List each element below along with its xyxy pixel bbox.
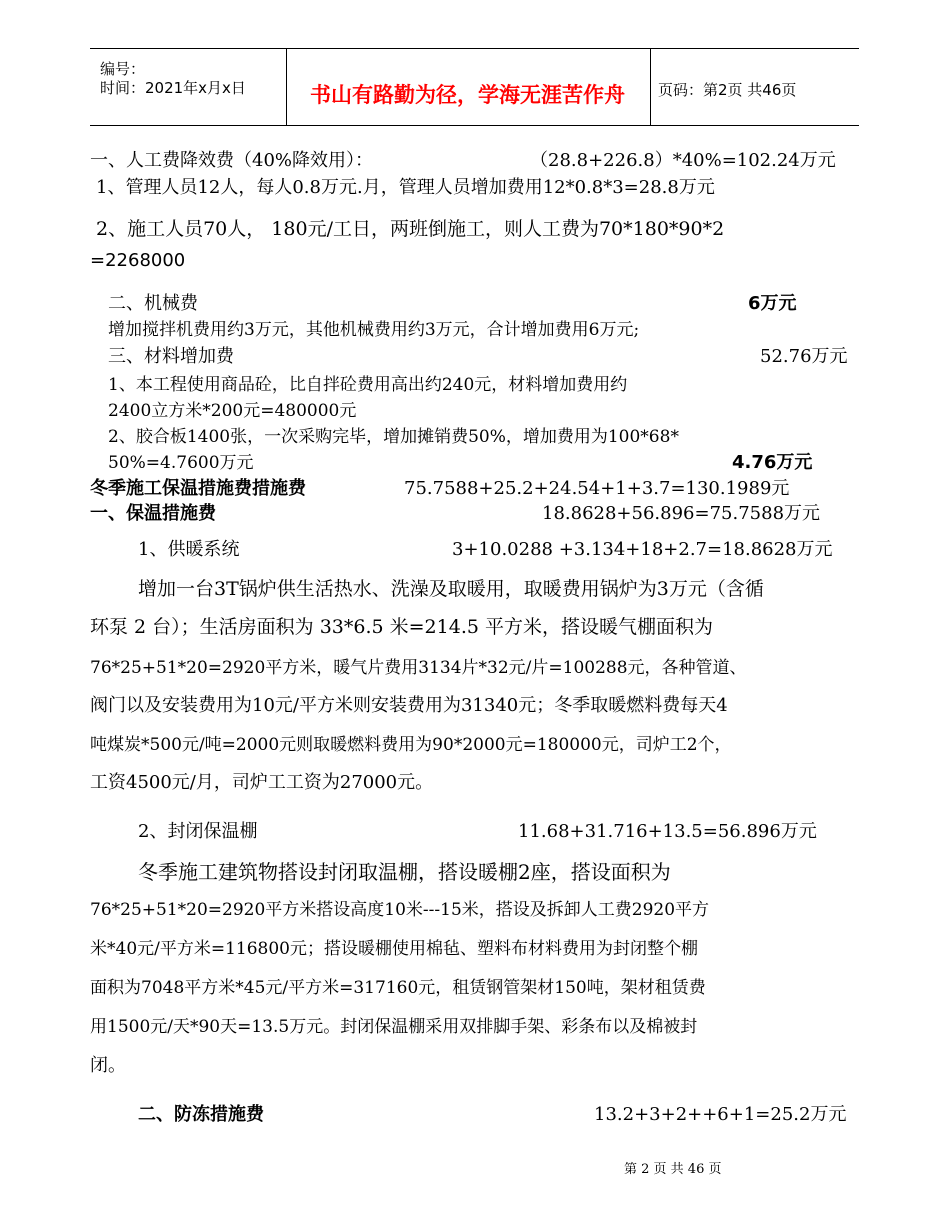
paragraph-line: 增加一台3T锅炉供生活热水、洗澡及取暖用，取暖费用锅炉为3万元（含循 <box>138 578 764 600</box>
section-title-labor: 一、人工费降效费（40%降效用）： <box>90 150 374 171</box>
section-total-materials: 52.76万元 <box>760 346 848 367</box>
section-total-labor: （28.8+226.8）*40%=102.24万元 <box>530 150 836 171</box>
section-title-antifreeze: 二、防冻措施费 <box>138 1104 264 1125</box>
paragraph-line: 吨煤炭*500元/吨=2000元则取暖燃料费用为90*2000元=180000元，司炉工2个， <box>90 735 732 755</box>
number-label: 编号： <box>100 60 146 78</box>
motto-text: 书山有路勤为径，学海无涯苦作舟 <box>310 83 625 107</box>
subsection-total-heating: 3+10.0288 +3.134+18+2.7=18.8628万元 <box>452 539 833 560</box>
paragraph-line: 50%=4.7600万元 <box>108 453 254 473</box>
page-info: 页码：第2页 共46页 <box>658 81 797 99</box>
subsection-enclosure: 2、封闭保温棚 <box>138 821 258 842</box>
paragraph-line: 2400立方米*200元=480000元 <box>108 401 357 421</box>
document-header <box>90 48 859 126</box>
header-divider-right <box>650 49 651 125</box>
paragraph-line: 闭。 <box>90 1055 126 1076</box>
paragraph-line: =2268000 <box>90 250 186 271</box>
subsection-total-enclosure: 11.68+31.716+13.5=56.896万元 <box>518 821 817 842</box>
paragraph-line: 2、施工人员70人， 180元/工日，两班倒施工，则人工费为70*180*90*2 <box>96 218 725 240</box>
header-divider-left <box>286 49 287 125</box>
paragraph-line: 2、胶合板1400张，一次采购完毕，增加摊销费50%，增加费用为100*68* <box>108 427 679 447</box>
paragraph-line: 工资4500元/月，司炉工工资为27000元。 <box>90 772 434 793</box>
paragraph-line: 1、本工程使用商品砼，比自拌砼费用高出约240元，材料增加费用约 <box>108 375 628 395</box>
page-footer: 第 2 页 共 46 页 <box>624 1162 722 1177</box>
section-total-antifreeze: 13.2+3+2++6+1=25.2万元 <box>594 1104 847 1125</box>
section-title-machinery: 二、机械费 <box>108 293 198 314</box>
paragraph-line: 增加搅拌机费用约3万元，其他机械费用约3万元，合计增加费用6万元; <box>108 320 640 340</box>
section-title-insulation: 一、保温措施费 <box>90 503 216 524</box>
subtotal-plywood: 4.76万元 <box>732 452 813 473</box>
subsection-heating: 1、供暖系统 <box>138 539 240 560</box>
paragraph-line: 1、管理人员12人，每人0.8万元.月，管理人员增加费用12*0.8*3=28.8万元 <box>96 177 715 198</box>
paragraph-line: 面积为7048平方米*45元/平方米=317160元，租赁钢管架材150吨，架材租赁费 <box>90 978 706 998</box>
section-total-insulation: 18.8628+56.896=75.7588万元 <box>542 503 821 524</box>
section-title-materials: 三、材料增加费 <box>108 346 234 367</box>
winter-measures-total: 75.7588+25.2+24.54+1+3.7=130.1989元 <box>404 478 790 499</box>
paragraph-line: 冬季施工建筑物搭设封闭取温棚，搭设暖棚2座，搭设面积为 <box>138 860 671 884</box>
paragraph-line: 米*40元/平方米=116800元；搭设暖棚使用棉毡、塑料布材料费用为封闭整个棚 <box>90 939 698 959</box>
paragraph-line: 76*25+51*20=2920平方米搭设高度10米---15米，搭设及拆卸人工费2920平方 <box>90 900 710 920</box>
time-label: 时间：2021年x月x日 <box>100 79 246 97</box>
paragraph-line: 环泵 2 台）；生活房面积为 33*6.5 米=214.5 平方米，搭设暖气棚面积为 <box>90 616 713 638</box>
paragraph-line: 76*25+51*20=2920平方米，暖气片费用3134片*32元/片=100288元，各种管道、 <box>90 658 747 678</box>
paragraph-line: 用1500元/天*90天=13.5万元。封闭保温棚采用双排脚手架、彩条布以及棉被封 <box>90 1017 698 1037</box>
winter-measures-title: 冬季施工保温措施费措施费 <box>90 478 306 499</box>
section-total-machinery: 6万元 <box>748 293 797 314</box>
paragraph-line: 阀门以及安装费用为10元/平方米则安装费用为31340元；冬季取暖燃料费每天4 <box>90 695 728 716</box>
